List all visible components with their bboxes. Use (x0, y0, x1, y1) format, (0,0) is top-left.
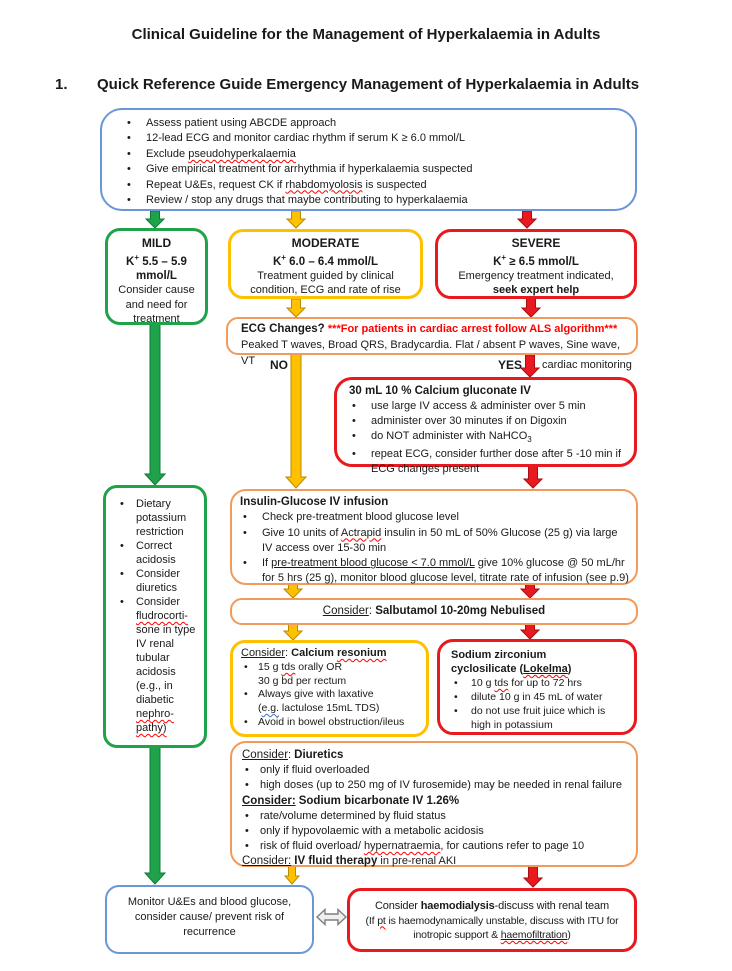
mild-title: MILD (141, 236, 172, 250)
misspelled-word: pt (377, 914, 386, 927)
list-item: • do NOT administer with NaHCO$_3$ (349, 429, 628, 447)
misspelled-word: nephro-pathy) (136, 708, 174, 734)
list-item: • dilute 10 g in 45 mL of water (451, 690, 631, 704)
assessment-b2: 12-lead ECG and monitor cardiac rhythm if serum K ≥ 6.0 mmol/L (146, 132, 466, 145)
consider-label: Consider (241, 647, 286, 659)
cardiac-monitoring-label: cardiac monitoring (542, 359, 632, 371)
list-item: • Repeat U&Es, request CK if rhabdomyolosis is suspected (124, 178, 625, 193)
list-item: • Consider fludrocorti-sone in type IV renal tubular acidosis (e.g., in diabetic nephro-pathy) (117, 595, 202, 735)
list-item: • rate/volume determined by fluid status (242, 809, 630, 824)
severe-title: SEVERE (511, 236, 561, 250)
list-item: • only if fluid overloaded (242, 763, 630, 778)
assessment-box (100, 108, 637, 211)
misspelled-word: Lokelma (523, 663, 568, 675)
mild-management-box (103, 485, 207, 748)
severe-box (435, 229, 637, 299)
bullet-icon: • (127, 178, 131, 191)
mild-unit: mmol/L (136, 269, 177, 282)
severe-desc-bold: seek expert help (492, 284, 580, 297)
bullet-icon: • (352, 400, 356, 412)
bullet-icon: • (352, 430, 356, 442)
list-item: • high doses (up to 250 mg of IV furosemide) may be needed in renal failure (242, 778, 630, 793)
bullet-icon: • (352, 415, 356, 427)
section-heading: Quick Reference Guide Emergency Management of Hyperkalaemia in Adults (97, 76, 640, 93)
list-item: • use large IV access & administer over 5 min (349, 399, 628, 414)
monitor-text: Monitor U&Es and blood glucose, consider cause/ prevent risk of recurrence (127, 896, 292, 939)
bullet-icon: • (245, 779, 249, 792)
misspelled-word: tds (494, 677, 509, 689)
moderate-range: K+ 6.0 – 6.4 mmol/L (272, 252, 379, 268)
bullet-icon: • (352, 448, 356, 461)
calcium-gluconate-box (334, 377, 637, 476)
list-item: • Consider diuretics (117, 567, 202, 595)
bullet-icon: • (245, 825, 249, 838)
underlined-phrase: pre-treatment blood glucose < 7.0 mmol/L (271, 557, 475, 570)
list-item: • Dietary potassium restriction (117, 497, 202, 539)
calcium-title: 30 mL 10 % Calcium gluconate IV (349, 385, 531, 397)
bullet-icon: • (127, 132, 131, 145)
misspelled-word: Actrapid (340, 526, 382, 539)
salbutamol-text: Salbutamol 10-20mg Nebulised (375, 605, 546, 617)
diuretics-box: Consider: Diuretics • only if fluid overloaded • high doses (up to 250 mg of IV furosemide) may be needed in renal failure Consider: Sodium bicarbonate IV 1.26% • rate/volume determined by fluid status • only if hypovolaemic with a metabolic acidosis • risk of fluid overload/ hypernatraemia, for cautions refer to page 10 Consider: IV fluid therapy in pre-renal AKI (230, 741, 638, 867)
bullet-icon: • (127, 194, 131, 207)
bullet-icon: • (243, 526, 247, 539)
salbutamol-box: Consider: Salbutamol 10-20mg Nebulised (230, 598, 638, 625)
moderate-title: MODERATE (291, 236, 360, 250)
list-item: • 10 g tds for up to 72 hrs (451, 676, 631, 690)
section-number: 1. (55, 76, 68, 93)
list-item: • If pre-treatment blood glucose < 7.0 mmol/L give 10% glucose @ 50 mL/hr for 5 hrs (25 g), monitor blood glucose level, titrate rate of infusion (see p.9) (240, 556, 630, 587)
insulin-title: Insulin-Glucose IV infusion (240, 496, 389, 508)
misspelled-word: haemofiltration (500, 929, 568, 942)
list-item: • Check pre-treatment blood glucose level (240, 510, 630, 525)
severe-range: K+ ≥ 6.5 mmol/L (493, 252, 579, 268)
bullet-icon: • (245, 809, 249, 822)
list-item: • only if hypovolaemic with a metabolic acidosis (242, 824, 630, 839)
bullet-icon: • (127, 117, 131, 129)
list-item: • Always give with laxative (e.g. lactulose 15mL TDS) (241, 688, 423, 716)
list-item (124, 131, 625, 146)
assessment-b1: Assess patient using ABCDE approach (146, 117, 337, 129)
consider-label: Consider: (242, 855, 292, 868)
bullet-icon: • (245, 764, 249, 777)
page-title: Clinical Guideline for the Management of Hyperkalaemia in Adults (131, 26, 601, 43)
zirconium-title: Sodium zirconium cyclosilicate (Lokelma) (451, 649, 572, 675)
haemodialysis-line1: Consider haemodialysis-discuss with renal team (375, 900, 609, 912)
bullet-icon: • (127, 147, 131, 160)
consider-label: Consider (322, 605, 369, 617)
haemodialysis-line2: (If pt is haemodynamically unstable, discuss with ITU for inotropic support & haemofiltration) (365, 914, 619, 942)
ecg-title: ECG Changes? (241, 323, 328, 335)
insulin-glucose-box (230, 489, 638, 585)
misspelled-word: tds (281, 660, 296, 673)
bullet-icon: • (245, 840, 249, 853)
severe-desc: Emergency treatment indicated, (458, 269, 614, 282)
list-item: • Give 10 units of Actrapid insulin in 50 mL of 50% Glucose (25 g) via large IV access over 15-30 min (240, 526, 630, 557)
list-item (124, 116, 625, 131)
haemodialysis-box (347, 888, 637, 952)
list-item: • administer over 30 minutes if on Digoxin (349, 414, 628, 429)
ecg-line2: Peaked T waves, Broad QRS, Bradycardia. Flat / absent P waves, Sine wave, VT (241, 339, 621, 367)
mild-range: K+ 5.5 – 5.9 (126, 252, 187, 268)
grammar-marked-word: e.g. (261, 702, 280, 715)
bullet-icon: • (244, 660, 248, 673)
bidirectional-arrow (317, 910, 346, 925)
bullet-icon: • (454, 691, 458, 703)
list-item: • Correct acidosis (117, 539, 202, 567)
consider-label: Consider: (242, 794, 296, 807)
bullet-icon: • (120, 596, 124, 608)
bullet-icon: • (454, 705, 458, 717)
bullet-icon: • (127, 163, 131, 176)
misspelled-word: pseudohyperkalaemia (188, 147, 296, 160)
moderate-desc: Treatment guided by clinical condition, ECG and rate of rise (250, 269, 401, 297)
mild-box (105, 228, 208, 325)
calcium-resonium-box: Consider: Calcium resonium • 15 g tds orally OR 30 g bd per rectum • Always give with laxative (e.g. lactulose 15mL TDS) • Avoid in bowel obstruction/ileus (230, 640, 429, 737)
list-item: • repeat ECG, consider further dose after 5 -10 min if ECG changes present (349, 447, 628, 477)
misspelled-word: rhabdomyolosis (285, 178, 363, 191)
consider-label: Consider (242, 749, 289, 761)
monitor-box (105, 885, 314, 954)
mild-desc: Consider cause and need for treatment (118, 284, 195, 326)
no-label: NO (270, 358, 288, 372)
bullet-icon: • (244, 715, 248, 728)
ecg-warning: ***For patients in cardiac arrest follow ALS algorithm*** (327, 323, 618, 335)
bullet-icon: • (244, 688, 248, 701)
list-item: • Exclude pseudohyperkalaemia (124, 147, 625, 162)
bullet-icon: • (120, 568, 124, 580)
list-item: • Give empirical treatment for arrhythmia if hyperkalaemia suspected (124, 162, 625, 177)
sodium-zirconium-box (437, 639, 637, 735)
misspelled-word: hypernatraemia (363, 840, 441, 853)
list-item: • Review / stop any drugs that maybe contributing to hyperkalaemia (124, 193, 625, 208)
list-item: • risk of fluid overload/ hypernatraemia, for cautions refer to page 10 (242, 839, 630, 854)
misspelled-word: fludrocorti- (136, 610, 188, 622)
bullet-icon: • (454, 677, 458, 689)
bullet-icon: • (243, 557, 247, 570)
misspelled-word: resonium (337, 647, 387, 659)
bullet-icon: • (120, 540, 124, 552)
moderate-box (228, 229, 423, 299)
bullet-icon: • (120, 498, 124, 510)
list-item: • Avoid in bowel obstruction/ileus (241, 716, 423, 730)
list-item: • do not use fruit juice which is high in potassium (451, 704, 631, 732)
list-item: • 15 g tds orally OR 30 g bd per rectum (241, 661, 423, 689)
bullet-icon: • (243, 511, 247, 524)
yes-label: YES (497, 358, 522, 372)
